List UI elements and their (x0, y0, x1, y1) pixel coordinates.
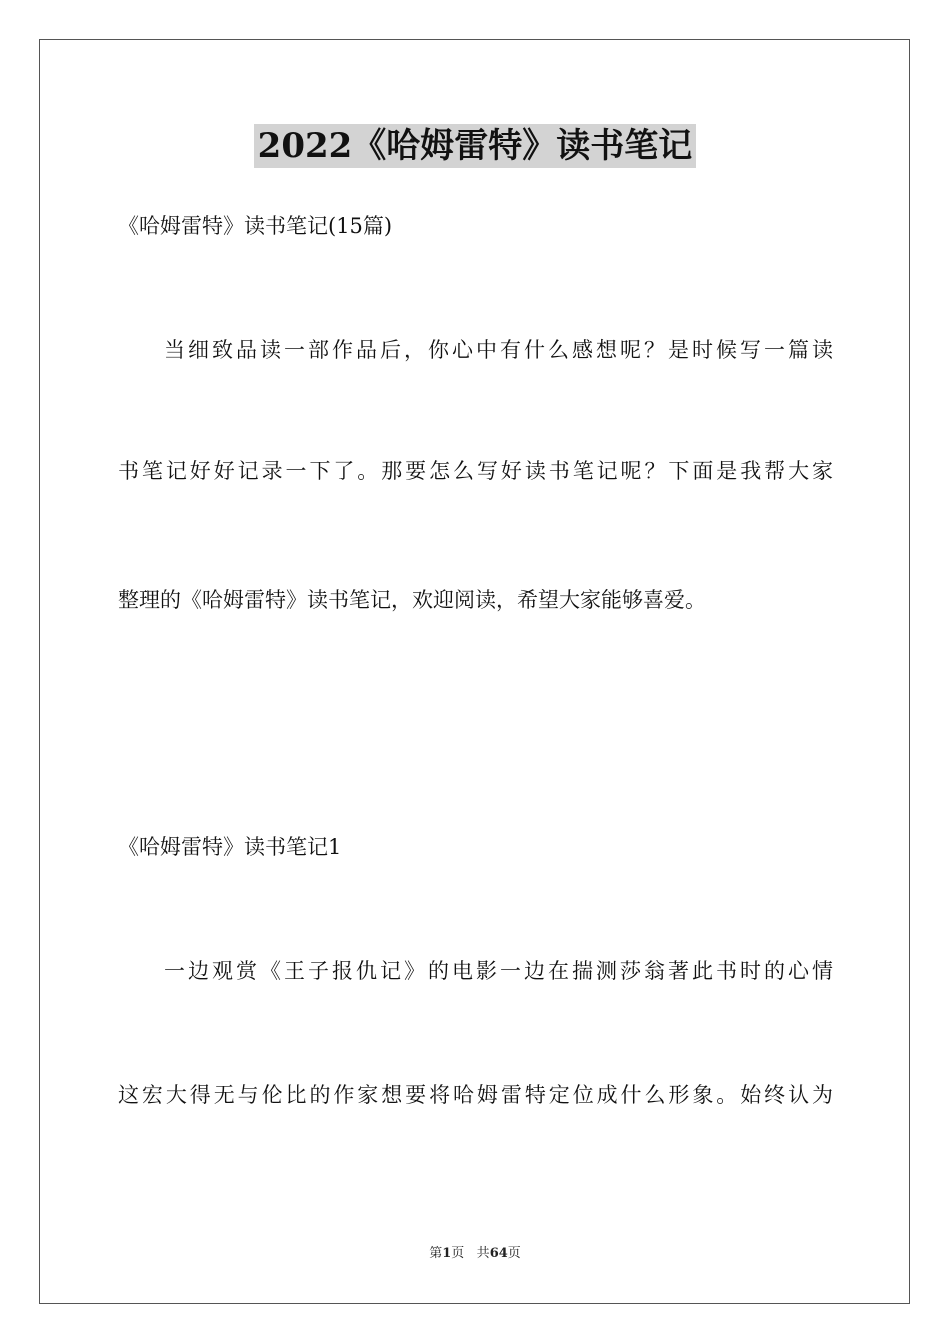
page-suffix: 页 (451, 1246, 465, 1261)
title-container (0, 124, 950, 168)
page-number: 1 (442, 1246, 452, 1261)
section-line-1: 一边观赏《王子报仇记》的电影一边在揣测莎翁著此书时的心情 (164, 959, 833, 983)
page-prefix: 第 (429, 1246, 443, 1261)
total-pages: 64 (489, 1246, 508, 1261)
intro-line-2: 书笔记好好记录一下了。那要怎么写好读书笔记呢？下面是我帮大家 (118, 459, 833, 483)
document-subtitle: 《哈姆雷特》读书笔记(15篇) (118, 214, 393, 238)
page-footer (0, 1245, 950, 1263)
intro-line-1: 当细致品读一部作品后，你心中有什么感想呢？是时候写一篇读 (164, 338, 833, 362)
section-line-2: 这宏大得无与伦比的作家想要将哈姆雷特定位成什么形象。始终认为 (118, 1083, 833, 1107)
total-prefix: 共 (476, 1246, 490, 1261)
intro-line-3: 整理的《哈姆雷特》读书笔记，欢迎阅读，希望大家能够喜爱。 (118, 588, 706, 612)
total-suffix: 页 (507, 1246, 521, 1261)
section-heading: 《哈姆雷特》读书笔记1 (118, 835, 342, 859)
document-title: 2022《哈姆雷特》读书笔记 (254, 124, 697, 168)
